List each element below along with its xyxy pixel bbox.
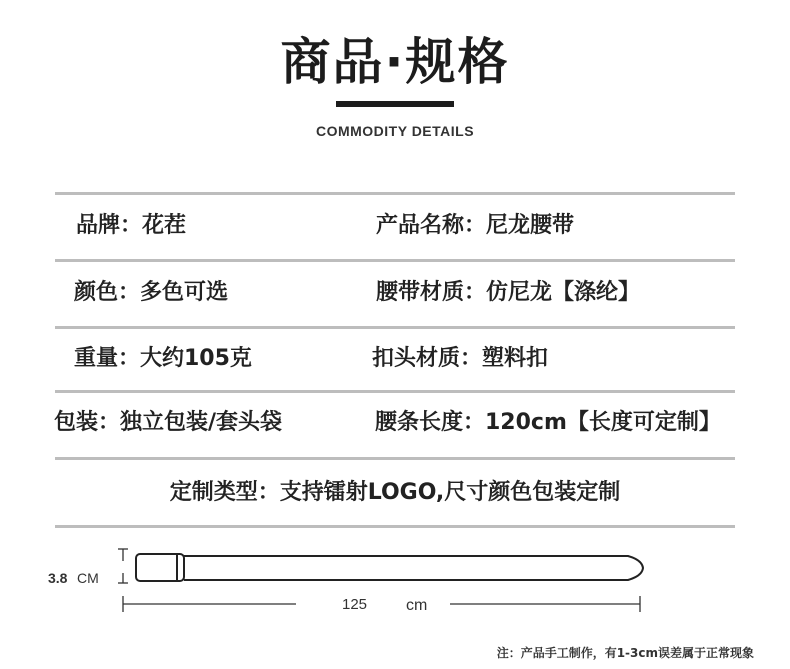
page-title: 商品·规格: [280, 33, 510, 91]
spec-belt-length: 腰条长度：120cm【长度可定制】: [375, 410, 721, 435]
footnote: 注：产品手工制作，有1-3cm误差属于正常现象: [496, 646, 754, 660]
length-dimension-line: [123, 596, 640, 612]
belt-outline: [136, 554, 643, 581]
belt-strap: [184, 556, 643, 580]
width-number: 3.8: [48, 570, 68, 586]
spec-brand: 品牌：花茬: [76, 213, 187, 238]
spec-belt-material: 腰带材质：仿尼龙【涤纶】: [376, 280, 641, 305]
spec-weight: 重量：大约105克: [74, 346, 252, 371]
width-unit: CM: [77, 570, 99, 586]
spec-buckle-material: 扣头材质：塑料扣: [372, 346, 549, 371]
length-unit: cm: [406, 597, 428, 614]
length-number: 125: [342, 596, 368, 613]
spec-custom-type: 定制类型：支持镭射LOGO,尺寸颜色包装定制: [169, 480, 621, 505]
spec-color: 颜色：多色可选: [74, 280, 229, 305]
page-subtitle: COMMODITY DETAILS: [315, 123, 475, 139]
spec-product-name: 产品名称：尼龙腰带: [376, 213, 575, 238]
spec-packaging: 包装：独立包装/套头袋: [54, 410, 283, 435]
width-dimension-line: [118, 549, 128, 583]
